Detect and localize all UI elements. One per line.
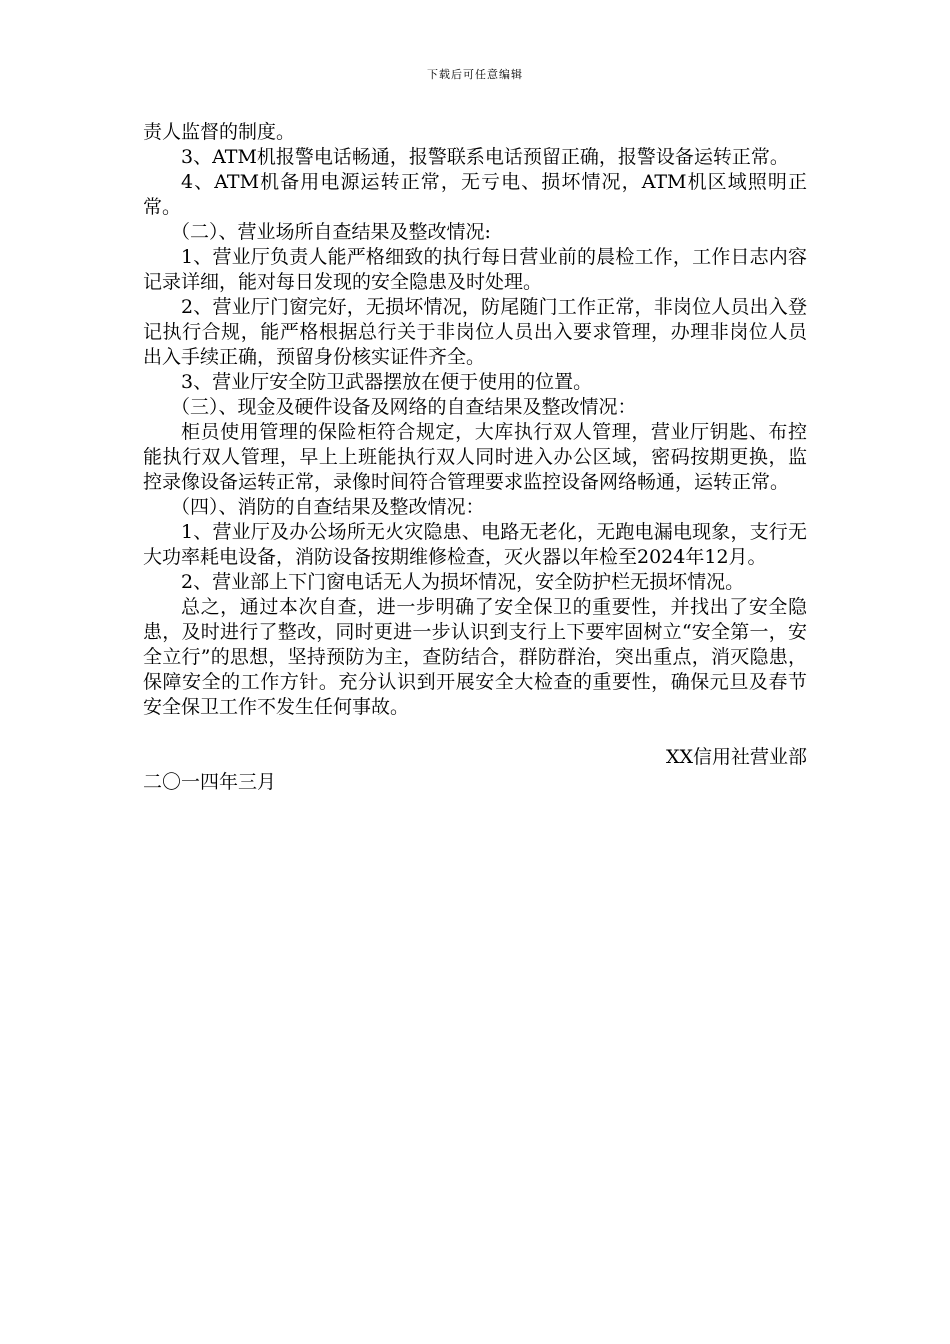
signature-organization: XX信用社营业部 xyxy=(665,746,807,768)
paragraph-guardrails: 2、营业部上下门窗电话无人为损坏情况，安全防护栏无损坏情况。 xyxy=(181,571,745,593)
section-heading-fire-safety: （四）、消防的自查结果及整改情况： xyxy=(171,496,485,518)
section-heading-cash-hardware: （三）、现金及硬件设备及网络的自查结果及整改情况： xyxy=(171,396,637,418)
section-heading-business-premises: （二）、营业场所自查结果及整改情况: xyxy=(171,221,491,243)
header-note: 下载后可任意编辑 xyxy=(427,68,523,81)
paragraph-doors-windows: 2、营业厅门窗完好，无损坏情况，防尾随门工作正常，非岗位人员出入登记执行合规，能严格根据总行关于非岗位人员出入要求管理，办理非岗位人员出入手续正确，预留身份核实证件齐全。 xyxy=(143,296,807,368)
paragraph-summary: 总之，通过本次自查，进一步明确了安全保卫的重要性，并找出了安全隐患，及时进行了整改，同时更进一步认识到支行上下要牢固树立“安全第一，安全立行”的思想，坚持预防为主，查防结合，群防群治，突出重点，消灭隐患，保障安全的工作方针。充分认识到开展安全大检查的重要性，确保元旦及春节安全保卫工作不发生任何事故。 xyxy=(143,596,807,718)
paragraph-defense-weapons: 3、营业厅安全防卫武器摆放在便于使用的位置。 xyxy=(181,371,593,393)
paragraph-atm-power: 4、ATM机备用电源运转正常，无亏电、损坏情况，ATM机区域照明正常。 xyxy=(143,171,807,218)
paragraph-continuation: 责人监督的制度。 xyxy=(143,121,296,143)
paragraph-morning-check: 1、营业厅负责人能严格细致的执行每日营业前的晨检工作，工作日志内容记录详细，能对每日发现的安全隐患及时处理。 xyxy=(143,246,807,293)
paragraph-atm-alarm: 3、ATM机报警电话畅通，报警联系电话预留正确，报警设备运转正常。 xyxy=(181,146,789,168)
paragraph-fire-hazards: 1、营业厅及办公场所无火灾隐患、电路无老化，无跑电漏电现象，支行无大功率耗电设备，消防设备按期维修检查，灭火器以年检至2024年12月。 xyxy=(143,521,807,568)
document-body xyxy=(143,120,807,795)
paragraph-safe-management: 柜员使用管理的保险柜符合规定，大库执行双人管理，营业厅钥匙、布控能执行双人管理，早上上班能执行双人同时进入办公区域，密码按期更换，监控录像设备运转正常，录像时间符合管理要求监控设备网络畅通，运转正常。 xyxy=(143,421,807,493)
signature-date: 二〇一四年三月 xyxy=(143,771,277,793)
